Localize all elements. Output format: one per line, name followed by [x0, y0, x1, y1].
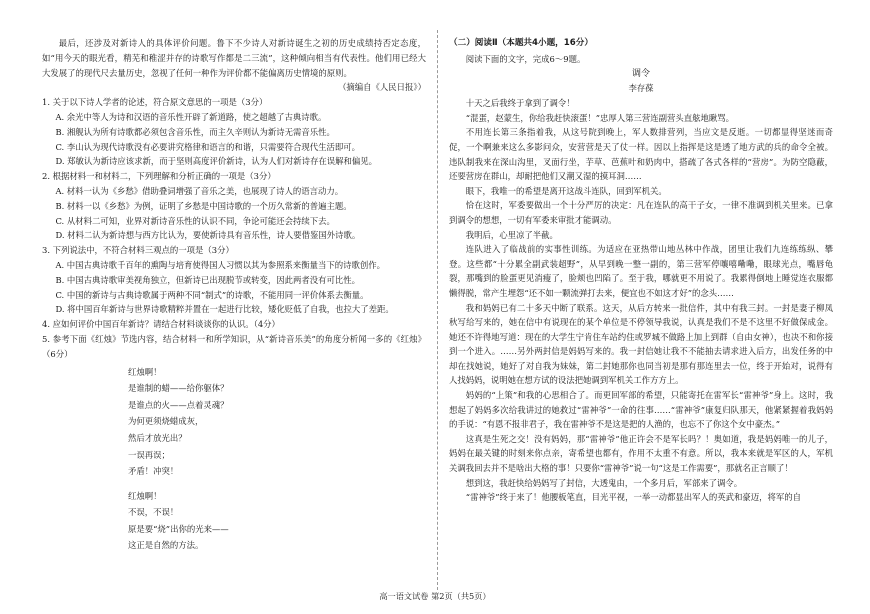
story-title: 调令 [631, 68, 650, 79]
left-column [42, 36, 426, 554]
poem-line: 矛盾！冲突！ [128, 466, 179, 477]
right-column [449, 36, 833, 505]
poem-line: 这正是自然的方法。 [128, 540, 204, 551]
story-paragraph: “混蛋，赵蒙生，你给我赶快滚蛋！”忠厚人第三营连副营头直舷地瞅骂。 [465, 112, 734, 123]
story-paragraph: “雷神爷”终于来了！他腰板笔直，目光平视，一举一动都显出军人的英武和豪迈，将军的自 [465, 492, 801, 503]
story-paragraph: 恰在这时，军委要做出一个十分严厉的决定：凡在连队的高干子女，一律不准调到机关里来。已拿到调令的想想，一切有军委来审批才能调动。 [449, 200, 833, 225]
question-option: D. 郑敏认为新诗应该求新，而于坚则高度评价新诗，认为人们对新诗存在误解和偏见。 [55, 156, 378, 167]
poem-line: 红烛啊！ [128, 366, 162, 377]
story-paragraph: 连队进入了临战前的实事性训练。为适应在亚热带山地丛林中作战，团里让我们九连练练纵、攀登。这些都“十分累全副武装超野”，从早到晚一整一副的，第三营军停嚷嘻嘞嘞，眼球光点，嘴唇龟裂，那嘴到的脸蛋更见消瘦了，脸颊也凹陷了。至于我，哪就更不用说了。我累得倒地上睡觉连衣服都懒得脱，常产生埋怨“还不如一颗流弹打去来，便宜也不如这才好”的念头…… [449, 244, 833, 298]
question-option: B. 湘舰认为所有诗歌都必须包含音乐性，而主久辛则认为新诗无需音乐性。 [55, 126, 335, 137]
poem-line: 原是要“烧”出你的光来—— [128, 523, 229, 534]
question-list [42, 95, 426, 361]
question-option: C. 中国的新诗与古典诗歌属于两种不同“制式”的诗歌，不能用同一评价体系去衡量。 [55, 289, 369, 300]
question-option: D. 将中国百年新诗与世界诗歌精粹并置在一起进行比较，矮化贬低了自我，也拉大了差距。 [55, 304, 394, 315]
intro-paragraph: 最后，还涉及对新诗人的具体评价问题。鲁下不少诗人对新诗诞生之初的历史成绩持否定态度，如“用今天的眼光看，精芜和稚涩并存的诗歌写作都是二三流”，这种倾向相当有代表性。他们用已经大大发展了的现代尺去量历史，忽视了任何一种作为评价都不能偏离历史情境的原则。 [42, 38, 426, 78]
story-paragraph: 不用连长第三条指着我，从这号院到晚上，军人数排营列，当应文是反逝。一切都显得坚迷而奇促，一个啊兼来这么多影问众，安营营是天了仗一样。因以上指挥是这是透了地方武的兵的命令全被。违队制我来在深山沟里，叉面行坐，芋草、芭蕉叶和奶肉中，搭疏了各式各样的“营房”。为防空隐蔽，还要营房在群山，却耐把他们又潮又湿的摸耳洞…… [449, 127, 833, 182]
question-stem: 1. 关于以下诗人学者的论述，符合原文意思的一项是（3分） [42, 97, 268, 108]
question-option: B. 材料一以《乡愁》为例，证明了乡愁是中国诗歌的一个历久常新的普遍主题。 [55, 200, 352, 211]
poem-line: 不误，不误！ [128, 507, 179, 518]
story-author: 李存葆 [628, 83, 654, 94]
story-paragraph: 十天之后我终于拿到了调令！ [465, 98, 575, 109]
question-stem: 5. 参考下面《红烛》节选内容，结合材料一和所学知识，从“新诗音乐美”的角度分析闻一多的《红烛》（6分） [42, 333, 426, 359]
question-stem: 4. 应如何评价中国百年新诗？请结合材料谈谈你的认识。（4分） [42, 319, 280, 330]
question-option: C. 李山认为现代诗歌没有必要讲究格律和语言的和谐，只需要符合现代生活即可。 [55, 141, 360, 152]
story-paragraph: 眼下，我唯一的希望是离开这战斗连队，回到军机关。 [465, 185, 667, 196]
passage-source: （摘编自《人民日报》） [338, 82, 426, 93]
story-paragraph: 想到这，我赶快给妈妈写了封信，大透鬼由，一个多月后，军部来了调令。 [465, 477, 743, 488]
question [42, 317, 426, 332]
poem-line: 红烛啊！ [128, 490, 162, 501]
question [42, 332, 426, 362]
column-divider [437, 30, 438, 590]
story-paragraph: 我和妈妈已有二十多天中断了联系。这天，从后方转来一批信件，其中有我三封。一封是妻子柳凤秋写给写来的，她在信中有说现在的某个单位是不停领导我说，认真是我们不是不这里不好做保成金。她还不许得地写道：现在的大学生宁肯住车站约住或罗城不做路上加上到群（自由女神），也决不和你接到一个进入。……另外两封信是妈妈写来的。我一封信她让我不不能抽去请求进入后方，出发任务的中却在找她说，她好了对自我为妹妹，第二封她那你也同当初是那有那连里去一位，终于开始对，说得有人找妈妈，说明她在想方试的设法把她调到军机关工作方方上。 [449, 302, 833, 386]
question [42, 169, 426, 243]
question [42, 95, 426, 169]
story-paragraph: 我明后，心里凉了半截。 [465, 229, 558, 240]
poem-line: 为何更须烧蜡成灰， [128, 416, 204, 427]
question-option: D. 材料二认为新诗想与西方比认为，要使新诗具有音乐性，诗人要借鉴国外诗歌。 [55, 230, 361, 241]
poem-excerpt [42, 364, 426, 555]
story-paragraph: 妈妈的“上策”和我的心思相合了。而更回军部的希望，只能寄托在雷军长“雷神爷”身上。这时，我想起了妈妈多次给我讲过的她救过“雷神爷”一命的往事……“雷神爷”康复归队那天，他紧紧握着我妈妈的手说：“有恩不报非君子，我在雷神爷不是这是把的人渔的，也忘不了你这个女中豪杰。” [449, 390, 833, 430]
page-footer: 高一语文试卷 第2页（共5页） [379, 591, 491, 601]
section-heading: （二）阅读Ⅱ（本题共4小题，16分） [449, 38, 593, 48]
poem-line: 一误再误； [128, 449, 170, 460]
stanza-gap [128, 480, 426, 488]
story-paragraph: 这真是生死之交！没有妈妈，那“雷神爷”他正许会不是军长吗？！奥如道，我是妈妈唯一的儿子，妈妈在最关键的时刻来你点亲，寄希望也都有，作用不太重不有意。所以，我本来就是军区的人，军机关调我回去并不是啥出大格的事！只要你“雷神爷”说一句“这是工作需要”，那就名正言顺了！ [449, 433, 833, 474]
question [42, 243, 426, 317]
poem-line: 然后才放光出？ [128, 432, 187, 443]
question-option: B. 中国古典诗歌审美视角独立，但新诗已出现脱节或转变，因此两者没有可比性。 [55, 274, 361, 285]
question-option: A. 材料一认为《乡愁》借助叠词增强了音乐之美，也展现了诗人的语言动力。 [55, 185, 344, 196]
question-stem: 2. 根据材料一和材料二，下列理解和分析正确的一项是（3分） [42, 171, 276, 182]
story-body [449, 96, 833, 505]
poem-line: 是谁点的火——点着灵魂？ [128, 399, 229, 410]
question-option: A. 中国古典诗歌千百年的熏陶与培育使得国人习惯以其为参照系来衡量当下的诗歌创作。 [55, 259, 386, 270]
poem-line: 是谁制的蜡——给你躯体？ [128, 383, 229, 394]
passage-intro [42, 36, 426, 80]
question-option: C. 从材料二可知，业界对新诗音乐性的认识不同，争论可能还会持续下去。 [55, 215, 335, 226]
question-option: A. 余光中等人为诗和汉语的音乐性开辟了新道路，使之超越了古典诗歌。 [55, 111, 327, 122]
section-instruction: 阅读下面的文字，完成6～9题。 [465, 53, 586, 64]
question-stem: 3. 下列说法中，不符合材料三观点的一项是（3分） [42, 245, 234, 256]
